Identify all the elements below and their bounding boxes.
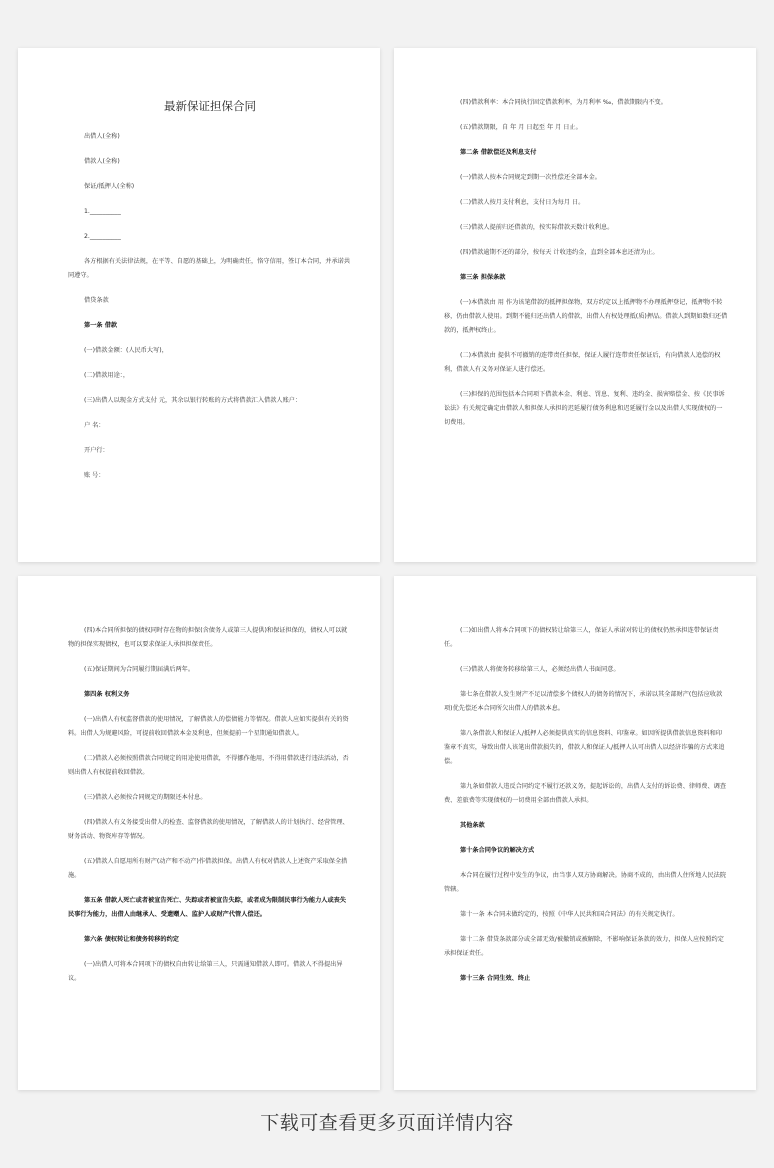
page-body <box>68 624 352 986</box>
clause-heading: 第一条 借款 <box>84 322 118 329</box>
clause-heading: 第二条 借款偿还及利息支付 <box>460 149 537 156</box>
paragraph: (五)借款人自愿用所有财产(动产和不动产)作借款担保。出借人有权对借款人上述资产采取保全措施。 <box>68 858 348 879</box>
paragraph: (四)借款人有义务接受出借人的检查、监督借款的使用情况，了解借款人的计划执行、经营管理、财务活动、物资库存等情况。 <box>68 819 349 840</box>
document-title: 最新保证担保合同 <box>164 99 256 113</box>
paragraph: 第九条如借款人违反合同约定不履行还款义务，提起诉讼的，出借人支付的诉讼费、律师费、调查费、差旅费等实现债权的一切费用全部由借款人承担。 <box>444 783 727 804</box>
document-page-2 <box>394 48 756 562</box>
paragraph: 第七条在借款人发生财产不足以清偿多个债权人的债务的情况下，承诺以其全部财产(包括应收款项)优先偿还本合同所欠出借人的借款本息。 <box>444 691 723 712</box>
paragraph: (五)借款期限，自 年 月 日起至 年 月 日止。 <box>460 124 582 131</box>
document-page-4 <box>394 576 756 1090</box>
paragraph: (四)借款逾期不还的部分，按每天 计收违约金，直到全部本息还清为止。 <box>460 249 659 256</box>
paragraph: (二)借款人按月支付利息，支付日为每月 日。 <box>460 199 585 206</box>
clause-heading: 其他条款 <box>460 822 485 829</box>
paragraph: 账 号： <box>84 472 105 479</box>
download-caption: 下载可查看更多页面详情内容 <box>260 1112 514 1134</box>
paragraph: (二)借款用途：， <box>84 372 130 379</box>
paragraph: 保证/抵押人(全称) <box>84 183 135 190</box>
paragraph: (三)借款人必须按合同规定的期限还本付息。 <box>84 794 207 801</box>
paragraph: (一)出借人可将本合同项下的债权自由转让给第三人，只需通知借款人即可。借款人不得提出异议。 <box>68 961 343 982</box>
paragraph: (三)借款人提前归还借款的，按实际借款天数计收利息。 <box>460 224 614 231</box>
paragraph: 2.__________ <box>84 233 121 240</box>
paragraph: 第八条借款人和保证人/抵押人必须提供真实的信息资料、印鉴章。如因所提供借款信息资料和印鉴章不真实，导致出借人该笔出借款损失的，借款人和保证人/抵押人认可出借人以经济诈骗的方式来追偿。 <box>444 730 725 765</box>
document-page-1 <box>18 48 380 562</box>
clause-heading: 第十条合同争议的解决方式 <box>460 847 535 854</box>
paragraph: 开户行： <box>84 447 109 454</box>
page-body <box>444 96 728 430</box>
paragraph: (五)保证期间为合同履行期届满后两年。 <box>84 666 195 673</box>
paragraph: (三)借款人将债务转移给第三人，必须经出借人书面同意。 <box>460 666 620 673</box>
paragraph: (三)担保的范围包括本合同项下借款本金、利息、罚息、复利、违约金、损害赔偿金、按《民事诉讼法》有关规定确定由借款人和担保人承担的迟延履行债务利息和迟延履行金以及出借人实现债权的一切费用。 <box>444 391 725 426</box>
paragraph: (四)本合同所担保的债权同时存在物的担保(含债务人或第三人提供)和保证担保的，债权人可以就物的担保实现债权，也可以要求保证人承担担保责任。 <box>68 627 348 648</box>
paragraph: (二)本借款由 提供不可撤销的连带责任担保，保证人履行连带责任保证后，有向借款人追偿的权利，借款人有义务对保证人进行偿还。 <box>444 352 721 373</box>
paragraph: 第十二条 借贷条款部分或全部无效/被撤销或被解除，不影响保证条款的效力，担保人应按照约定承担保证责任。 <box>444 936 724 957</box>
document-page-3 <box>18 576 380 1090</box>
page-body <box>68 130 352 483</box>
paragraph: (一)借款金额：(人民币大写)， <box>84 347 168 354</box>
paragraph: 各方根据有关法律法规，在平等、自愿的基础上，为明确责任，恪守信用，签订本合同，并承诺共同遵守。 <box>68 258 351 279</box>
clause-heading: 第六条 债权转让和债务转移的约定 <box>84 936 179 943</box>
paragraph: (一)借款人按本合同规定到期一次性偿还全部本金。 <box>460 174 601 181</box>
paragraph: 第十一条 本合同未做约定的，按照《中华人民共和国合同法》的有关规定执行。 <box>460 911 679 918</box>
page-body <box>444 624 728 986</box>
paragraph: (四)借款利率：本合同执行固定借款利率，为月利率 ‰，借款期限内不变。 <box>460 99 667 106</box>
paragraph: 出借人(全称) <box>84 133 120 140</box>
paragraph: 本合同在履行过程中发生的争议，由当事人双方协商解决。协商不成的，由出借人住所地人民法院管辖。 <box>444 872 727 893</box>
paragraph: (二)借款人必须按照借款合同规定的用途使用借款，不得挪作他用，不得用借款进行违法活动，否则出借人有权提前收回借款。 <box>68 755 349 776</box>
clause-heading: 第五条 借款人死亡或者被宣告死亡、失踪或者被宣告失踪，或者成为限制民事行为能力人或丧失民事行为能力，出借人由继承人、受遗赠人、监护人或财产代管人偿还。 <box>68 897 347 918</box>
clause-heading: 第四条 权利义务 <box>84 691 130 698</box>
paragraph: 借款人(全称) <box>84 158 120 165</box>
paragraph: 借贷条款 <box>84 297 109 304</box>
paragraph: (一)本借款由 用 作为该笔借款的抵押担保物，双方约定以上抵押物不办理抵押登记，抵押物不转移，仍由借款人使用。到期不能归还出借人的借款，出借人有权处理抵(质)押品。借款人到期如数归还借款的，抵押权终止。 <box>444 299 728 334</box>
clause-heading: 第十三条 合同生效、终止 <box>460 975 531 982</box>
paragraph: 户 名： <box>84 422 105 429</box>
paragraph: (三)出借人以现金方式支付 元，其余以银行转账的方式将借款汇入借款人账户： <box>84 397 302 404</box>
paragraph: (一)出借人有权监督借款的使用情况，了解借款人的偿债能力等情况。借款人应如实提供有关的资料。出借人为规避风险，可提前收回借款本金及利息，但须提前一个星期通知借款人。 <box>68 716 349 737</box>
paragraph: 1.__________ <box>84 208 121 215</box>
clause-heading: 第三条 担保条款 <box>460 274 506 281</box>
paragraph: (二)如出借人将本合同项下的债权转让给第三人，保证人承诺对转让的债权仍然承担连带保证责任。 <box>444 627 719 648</box>
